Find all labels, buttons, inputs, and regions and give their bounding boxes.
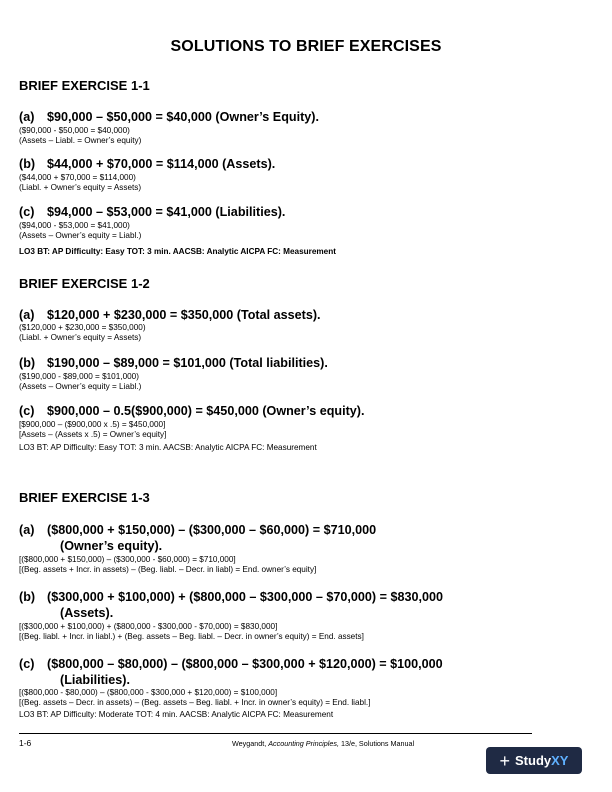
item-label: (b) — [19, 356, 36, 370]
footer-edition: 13/e, Solutions Manual — [338, 739, 415, 748]
equation-line — [19, 356, 328, 370]
item-label: (b) — [19, 157, 36, 171]
badge-study-text: Study — [515, 753, 552, 768]
exercise-heading: BRIEF EXERCISE 1-2 — [19, 276, 150, 291]
item-label: (c) — [19, 404, 35, 418]
item-label: (c) — [19, 205, 35, 219]
formula-line: [(Beg. liabl. + Incr. in liabl.) + (Beg. assets – Beg. liabl. – Decr. in owner’s equity) = End. assets] — [19, 632, 364, 641]
equation-text: ($800,000 + $150,000) – ($300,000 – $60,000) = $710,000 — [47, 523, 377, 537]
formula-line: [Assets – (Assets x .5) = Owner’s equity] — [19, 430, 167, 439]
equation-continuation: (Liabilities). — [60, 673, 130, 687]
footer-rule — [19, 733, 532, 734]
equation-line — [19, 110, 319, 124]
equation-text: $900,000 – 0.5($900,000) = $450,000 (Owner’s equity). — [47, 404, 365, 418]
equation-text: $90,000 – $50,000 = $40,000 (Owner’s Equity). — [47, 110, 319, 124]
exercise-meta: LO3 BT: AP Difficulty: Moderate TOT: 4 min. AACSB: Analytic AICPA FC: Measurement — [19, 710, 334, 719]
page-number: 1-6 — [19, 738, 32, 748]
equation-line — [19, 657, 443, 671]
calculation-line: [$900,000 – ($900,000 x .5) = $450,000] — [19, 420, 166, 429]
exercise-heading: BRIEF EXERCISE 1-3 — [19, 490, 150, 505]
calculation-line: ($94,000 - $53,000 = $41,000) — [19, 221, 130, 230]
equation-line — [19, 590, 443, 604]
item-label: (a) — [19, 110, 35, 124]
equation-continuation: (Assets). — [60, 606, 114, 620]
formula-line: (Liabl. + Owner’s equity = Assets) — [19, 333, 142, 342]
exercise-heading: BRIEF EXERCISE 1-1 — [19, 78, 150, 93]
calculation-line: [($800,000 + $150,000) – ($300,000 - $60,000) = $710,000] — [19, 555, 236, 564]
item-label: (b) — [19, 590, 36, 604]
formula-line: (Assets – Owner’s equity = Liabl.) — [19, 231, 142, 240]
footer-book-title: Accounting Principles, — [268, 739, 339, 748]
calculation-line: ($190,000 - $89,000 = $101,000) — [19, 372, 139, 381]
calculation-line: [($300,000 + $100,000) + ($800,000 - $300,000 - $70,000) = $830,000] — [19, 622, 278, 631]
exercise-meta: LO3 BT: AP Difficulty: Easy TOT: 3 min. AACSB: Analytic AICPA FC: Measurement — [19, 247, 336, 256]
page-title: SOLUTIONS TO BRIEF EXERCISES — [170, 38, 442, 55]
calculation-line: ($120,000 + $230,000 = $350,000) — [19, 323, 146, 332]
equation-text: $120,000 + $230,000 = $350,000 (Total assets). — [47, 308, 321, 322]
calculation-line: ($90,000 - $50,000 = $40,000) — [19, 126, 130, 135]
equation-text: ($300,000 + $100,000) + ($800,000 – $300,000 – $70,000) = $830,000 — [47, 590, 443, 604]
equation-line — [19, 404, 365, 418]
equation-line — [19, 308, 321, 322]
footer-citation — [232, 739, 414, 748]
studyxy-badge[interactable] — [486, 747, 582, 774]
item-label: (a) — [19, 523, 35, 537]
exercise-meta: LO3 BT: AP Difficulty: Easy TOT: 3 min. AACSB: Analytic AICPA FC: Measurement — [19, 443, 317, 452]
formula-line: [(Beg. assets – Decr. in assets) – (Beg. assets – Beg. liabl. + Incr. in owner’s equity) = End. liabl.] — [19, 698, 371, 707]
item-label: (a) — [19, 308, 35, 322]
badge-xy-text: XY — [551, 753, 569, 768]
equation-line — [19, 523, 376, 537]
calculation-line: ($44,000 + $70,000 = $114,000) — [19, 173, 136, 182]
equation-continuation: (Owner’s equity). — [60, 539, 163, 553]
formula-line: (Liabl. + Owner’s equity = Assets) — [19, 183, 142, 192]
item-label: (c) — [19, 657, 35, 671]
formula-line: [(Beg. assets + Incr. in assets) – (Beg. liabl. – Decr. in liabl) = End. owner’s equity] — [19, 565, 317, 574]
equation-line — [19, 157, 275, 171]
equation-line — [19, 205, 285, 219]
equation-text: $94,000 – $53,000 = $41,000 (Liabilities). — [47, 205, 286, 219]
formula-line: (Assets – Owner’s equity = Liabl.) — [19, 382, 142, 391]
plus-icon: + — [499, 750, 511, 771]
formula-line: (Assets – Liabl. = Owner’s equity) — [19, 136, 142, 145]
footer-author: Weygandt, — [232, 739, 269, 748]
equation-text: ($800,000 – $80,000) – ($800,000 – $300,000 + $120,000) = $100,000 — [47, 657, 443, 671]
equation-text: $44,000 + $70,000 = $114,000 (Assets). — [47, 157, 276, 171]
equation-text: $190,000 – $89,000 = $101,000 (Total liabilities). — [47, 356, 328, 370]
calculation-line: [($800,000 - $80,000) – ($800,000 - $300,000 + $120,000) = $100,000] — [19, 688, 278, 697]
